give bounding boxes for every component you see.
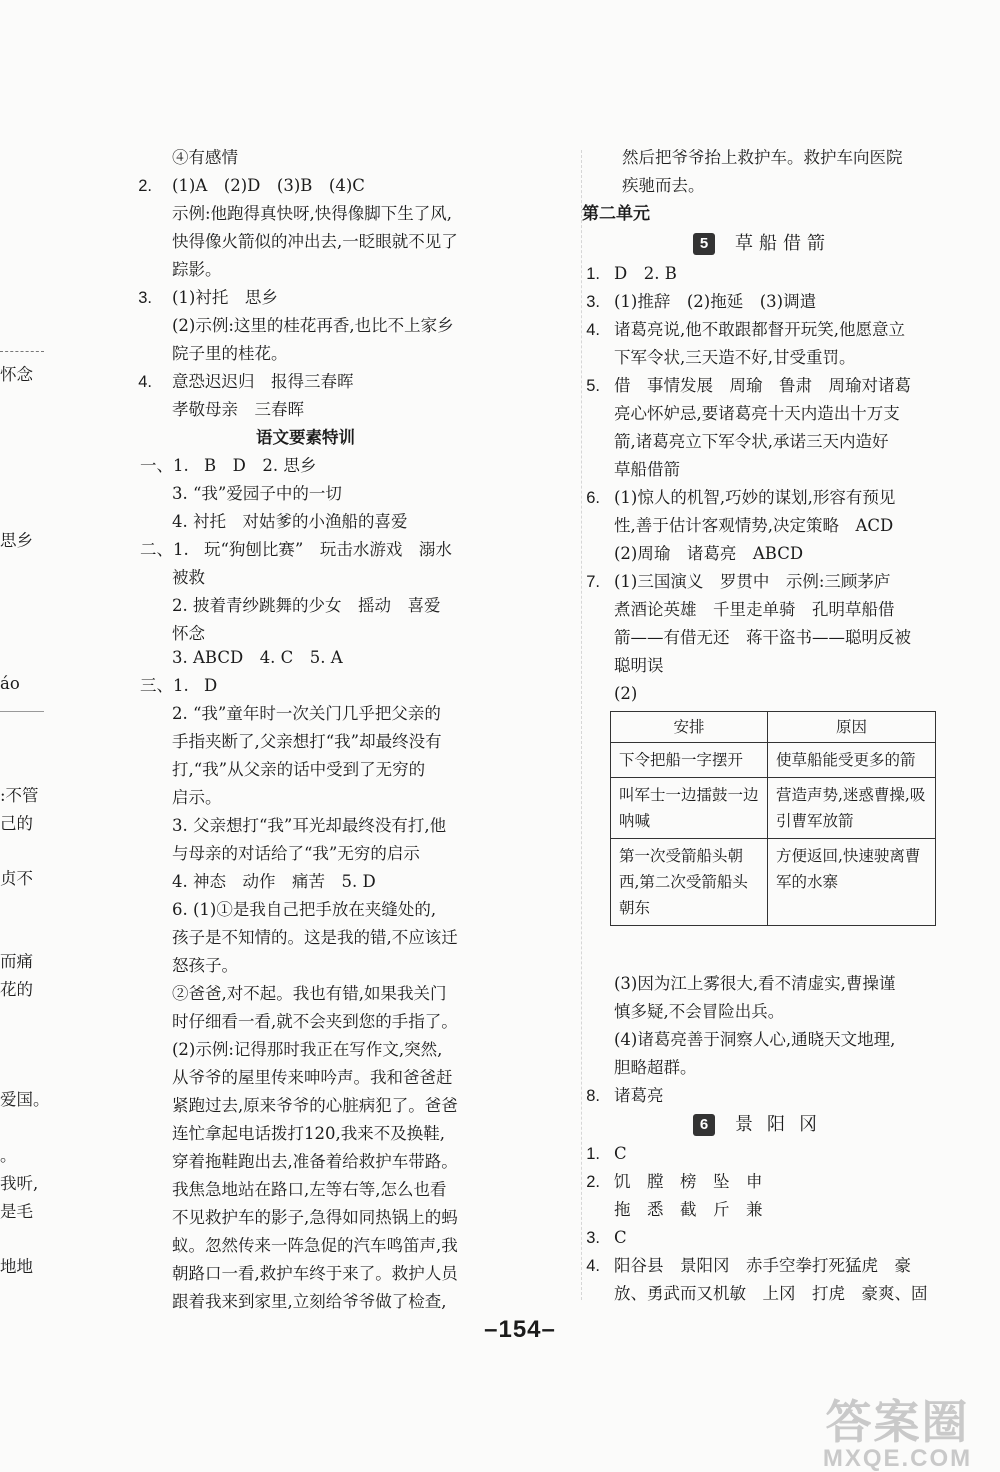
table-header-cell: 安排 (611, 712, 768, 743)
answer-line: 朝路口一看,救护车终于来了。救护人员 (172, 1264, 458, 1283)
left-strip-text: 而痛 (0, 952, 33, 971)
answer-line: 快得像火箭似的冲出去,一眨眼就不见了 (172, 232, 458, 251)
question-number: 8. (586, 1087, 600, 1105)
answer-line: 疾驰而去。 (622, 176, 705, 195)
answer-line: 6. (1)①是我自己把手放在夹缝处的, (172, 900, 437, 919)
lesson-number-badge: 6 (693, 1114, 715, 1136)
answer-line: (4)诸葛亮善于洞察人心,通晓天文地理, (614, 1030, 896, 1049)
question-number: 二、1. (140, 540, 189, 559)
answer-line: 2. 披着青纱跳舞的少女 摇动 喜爱 (172, 596, 441, 615)
question-number: 3. (138, 289, 152, 307)
page-number: –154– (484, 1316, 556, 1343)
answer-line: D 2. B (614, 264, 677, 283)
unit-heading: 第二单元 (582, 204, 650, 224)
answer-line: 时仔细看一看,就不会夹到您的手指了。 (172, 1012, 458, 1031)
answer-line: (2)周瑜 诸葛亮 ABCD (614, 544, 804, 563)
answer-line: 3. ABCD 4. C 5. A (172, 648, 343, 667)
table-cell: 叫军士一边擂鼓一边呐喊 (611, 778, 768, 839)
answer-line: 连忙拿起电话拨打120,我来不及换鞋, (172, 1124, 445, 1143)
lesson-number-badge: 5 (693, 233, 715, 255)
watermark-url: MXQE.COM (822, 1445, 973, 1472)
answer-table (610, 711, 936, 926)
answer-line: 蚁。忽然传来一阵急促的汽车鸣笛声,我 (172, 1236, 458, 1255)
answer-line: 院子里的桂花。 (172, 344, 288, 363)
answer-line: 我焦急地站在路口,左等右等,怎么也看 (172, 1180, 447, 1199)
left-strip-text: 是毛 (0, 1202, 33, 1221)
question-number: 3. (586, 293, 600, 311)
table-cell: 营造声势,迷惑曹操,吸引曹军放箭 (768, 778, 936, 839)
left-strip-text: 怀念 (0, 365, 33, 384)
answer-line: 意恐迟迟归 报得三春晖 (172, 372, 354, 391)
answer-line: (3)因为江上雾很大,看不清虚实,曹操谨 (614, 974, 896, 993)
answer-line: 阳谷县 景阳冈 赤手空拳打死猛虎 豪 (614, 1256, 911, 1275)
answer-line: C (614, 1144, 627, 1163)
answer-line: 启示。 (172, 788, 222, 807)
answer-line: 踪影。 (172, 260, 222, 279)
table-cell: 方便返回,快速驶离曹军的水寨 (768, 839, 936, 926)
left-strip-text: 思乡 (0, 531, 33, 550)
answer-line: 然后把爷爷抬上救护车。救护车向医院 (622, 148, 903, 167)
answer-line: 箭——有借无还 蒋干盗书——聪明反被 (614, 628, 911, 647)
answer-line: 手指夹断了,父亲想打“我”却最终没有 (172, 732, 442, 751)
answer-line: 胆略超群。 (614, 1058, 697, 1077)
section-heading: 语文要素特训 (256, 428, 355, 447)
answer-line: 草船借箭 (614, 460, 680, 479)
question-number: 1. (586, 265, 600, 283)
answer-line: 诸葛亮 (614, 1086, 664, 1105)
answer-line: 3. 父亲想打“我”耳光却最终没有打,他 (172, 816, 447, 835)
answer-line: 从爷爷的屋里传来呻吟声。我和爸爸赶 (172, 1068, 453, 1087)
question-number: 2. (586, 1173, 600, 1191)
question-number: 3. (586, 1229, 600, 1247)
question-number: 7. (586, 573, 600, 591)
answer-line: 不见救护车的影子,急得如同热锅上的蚂 (172, 1208, 458, 1227)
answer-line: (1)惊人的机智,巧妙的谋划,形容有预见 (614, 488, 896, 507)
question-number: 4. (138, 373, 152, 391)
left-strip-text: 贞不 (0, 869, 33, 888)
question-number: 6. (586, 489, 600, 507)
table-cell: 使草船能受更多的箭 (768, 743, 936, 778)
answer-line: (2) (614, 684, 638, 703)
lesson-title: 草船借箭 (735, 233, 831, 254)
question-number: 一、1. (140, 456, 189, 475)
answer-line: 性,善于估计客观情势,决定策略 ACD (614, 516, 894, 535)
answer-line: 被救 (172, 568, 205, 587)
answer-line: (2)示例:这里的桂花再香,也比不上家乡 (172, 316, 454, 335)
question-number: 2. (138, 177, 152, 195)
cut-divider (0, 711, 44, 712)
answer-line: 示例:他跑得真快呀,快得像脚下生了风, (172, 204, 453, 223)
answer-line: 怒孩子。 (172, 956, 238, 975)
left-strip-text: áo (0, 674, 20, 693)
answer-line: ②爸爸,对不起。我也有错,如果我关门 (172, 984, 447, 1003)
answer-line: 2. “我”童年时一次关门几乎把父亲的 (172, 704, 441, 723)
lesson-title: 景阳冈 (735, 1114, 831, 1135)
question-number: 1. (586, 1145, 600, 1163)
answer-line: 借 事情发展 周瑜 鲁肃 周瑜对诸葛 (614, 376, 911, 395)
answer-line: 诸葛亮说,他不敢跟都督开玩笑,他愿意立 (614, 320, 905, 339)
answer-line: ④有感情 (172, 148, 238, 167)
answer-line: 慎多疑,不会冒险出兵。 (614, 1002, 785, 1021)
answer-line: (1)A (2)D (3)B (4)C (172, 176, 365, 195)
answer-line: 玩“狗刨比赛” 玩击水游戏 溺水 (204, 540, 452, 559)
question-number: 4. (586, 1257, 600, 1275)
table-header-row (611, 712, 936, 743)
answer-line: 下军令状,三天造不好,甘受重罚。 (614, 348, 856, 367)
answer-line: 饥 膛 榜 坠 申 (614, 1172, 763, 1191)
left-strip-text: 爱国。 (0, 1090, 50, 1109)
table-cell: 第一次受箭船头朝西,第二次受箭船头朝东 (611, 839, 768, 926)
table-row (611, 839, 936, 926)
watermark (800, 1395, 995, 1472)
answer-line: 放、勇武而又机敏 上冈 打虎 豪爽、固 (614, 1284, 928, 1303)
answer-line: 孝敬母亲 三春晖 (172, 400, 304, 419)
answer-line: C (614, 1228, 627, 1247)
answer-line: 煮酒论英雄 千里走单骑 孔明草船借 (614, 600, 895, 619)
answer-line: 穿着拖鞋跑出去,准备着给救护车带路。 (172, 1152, 458, 1171)
left-strip-text: :不管 (0, 786, 39, 805)
table-row (611, 743, 936, 778)
answer-line: (1)推辞 (2)拖延 (3)调遣 (614, 292, 817, 311)
answer-line: (1)三国演义 罗贯中 示例:三顾茅庐 (614, 572, 891, 591)
answer-line: (2)示例:记得那时我正在写作文,突然, (172, 1040, 443, 1059)
answer-line: 箭,诸葛亮立下军令状,承诺三天内造好 (614, 432, 889, 451)
left-strip-text: 花的 (0, 980, 33, 999)
answer-line: 跟着我来到家里,立刻给爷爷做了检查, (172, 1292, 447, 1311)
watermark-logo-text: 答案圈 (825, 1395, 970, 1449)
question-number: 5. (586, 377, 600, 395)
answer-line: 与母亲的对话给了“我”无穷的启示 (172, 844, 420, 863)
answer-line: 孩子是不知情的。这是我的错,不应该迁 (172, 928, 458, 947)
answer-line: 紧跑过去,原来爷爷的心脏病犯了。爸爸 (172, 1096, 458, 1115)
left-strip-text: 。 (0, 1146, 17, 1165)
answer-line: (1)衬托 思乡 (172, 288, 278, 307)
left-strip-text: 我听, (0, 1174, 39, 1193)
answer-line: 4. 衬托 对姑爹的小渔船的喜爱 (172, 512, 408, 531)
answer-line: 拖 悉 截 斤 兼 (614, 1200, 763, 1219)
table-row (611, 778, 936, 839)
cut-divider (0, 351, 44, 352)
answer-line: 聪明误 (614, 656, 664, 675)
question-number: 4. (586, 321, 600, 339)
answer-line: 3. “我”爱园子中的一切 (172, 484, 342, 503)
answer-line: 怀念 (172, 624, 205, 643)
answer-line: 4. 神态 动作 痛苦 5. D (172, 872, 376, 891)
answer-line: 打,“我”从父亲的话中受到了无穷的 (172, 760, 426, 779)
table-header-cell: 原因 (768, 712, 936, 743)
answer-line: B D 2. 思乡 (204, 456, 317, 475)
answer-line: 亮心怀妒忌,要诸葛亮十天内造出十万支 (614, 404, 900, 423)
left-strip-text: 己的 (0, 814, 33, 833)
table-cell: 下令把船一字摆开 (611, 743, 768, 778)
answer-line: D (204, 676, 218, 695)
left-strip-text: 地地 (0, 1257, 33, 1276)
question-number: 三、1. (140, 676, 189, 695)
